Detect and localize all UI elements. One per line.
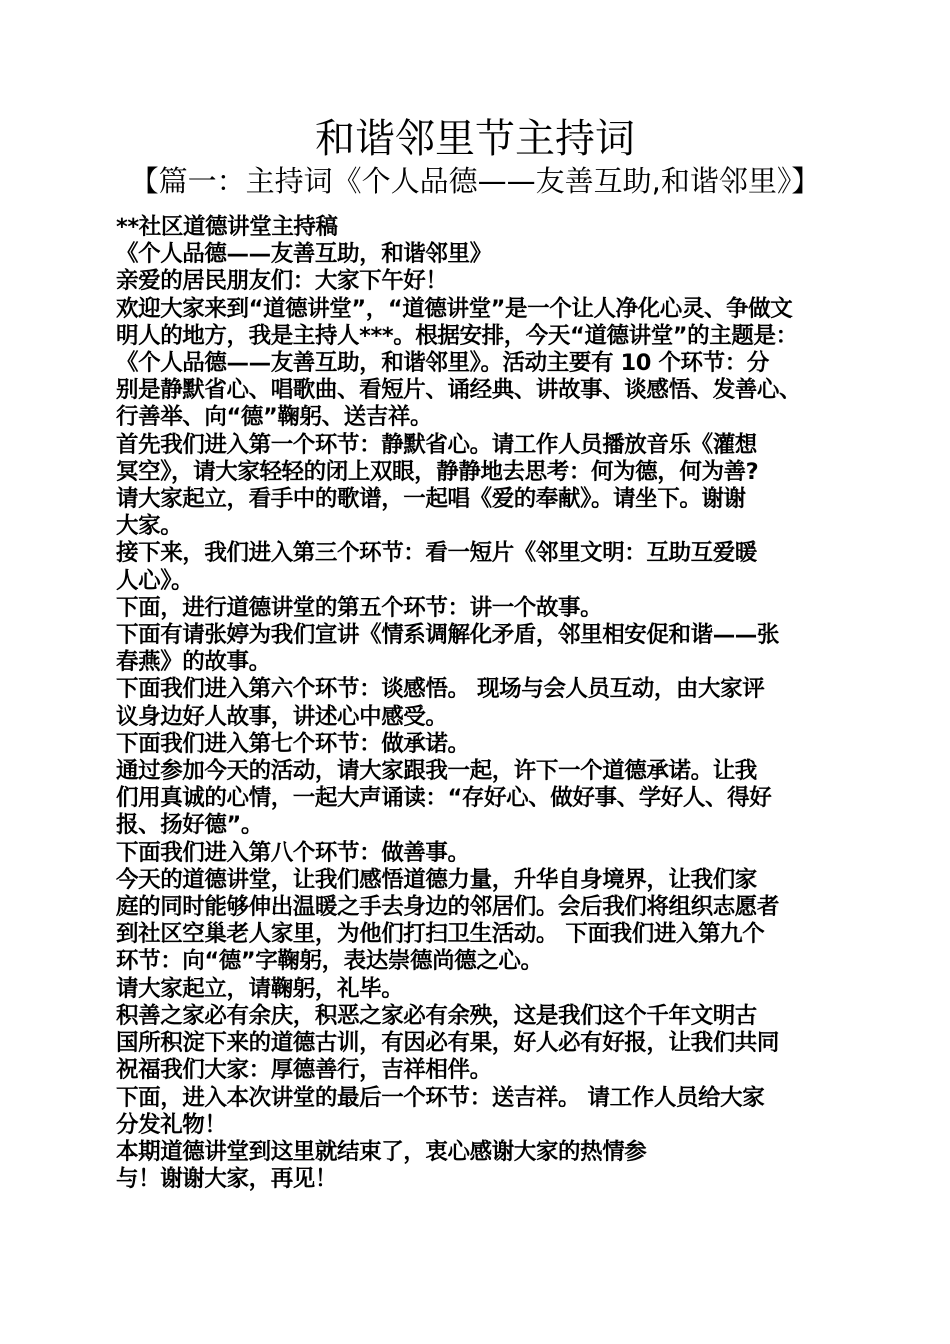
text-line: 国所积淀下来的道德古训，有因必有果，好人必有好报，让我们共同: [116, 1030, 780, 1057]
text-line: 下面我们进入第六个环节：谈感悟。 现场与会人员互动，由大家评: [116, 676, 765, 703]
text-line: 环节：向“德”字鞠躬，表达崇德尚德之心。: [116, 948, 543, 975]
text-line: 祝福我们大家：厚德善行，吉祥相伴。: [116, 1057, 492, 1084]
text-line: 报、扬好德”。: [116, 812, 263, 839]
text-line: 春燕》的故事。: [116, 649, 271, 676]
text-line: 今天的道德讲堂，让我们感悟道德力量，升华自身境界，让我们家: [116, 866, 757, 893]
text-line: 大家。: [116, 513, 183, 540]
text-line: **社区道德讲堂主持稿: [116, 214, 338, 240]
text-line: 请大家起立，请鞠躬，礼毕。: [116, 975, 404, 1002]
text-line: 《个人品德——友善互助，和谐邻里》。活动主要有 10 个环节：分: [116, 350, 769, 377]
text-line: 冥空》，请大家轻轻的闭上双眼，静静地去思考：何为德，何为善?: [116, 458, 759, 485]
text-line: 请大家起立，看手中的歌谱，一起唱《爱的奉献》。请坐下。谢谢: [116, 486, 746, 513]
text-line: 们用真诚的心情，一起大声诵读：“存好心、做好事、学好人、得好: [116, 785, 772, 812]
text-line: 首先我们进入第一个环节：静默省心。请工作人员播放音乐《灌想: [116, 431, 757, 458]
text-line: 到社区空巢老人家里，为他们打扫卫生活动。 下面我们进入第九个: [116, 921, 765, 948]
text-line: 《个人品德——友善互助，和谐邻里》: [116, 241, 492, 268]
text-line: 议身边好人故事，讲述心中感受。: [116, 703, 448, 730]
text-line: 与！谢谢大家，再见！: [116, 1166, 338, 1193]
text-line: 积善之家必有余庆，积恶之家必有余殃，这是我们这个千年文明古: [116, 1002, 757, 1029]
text-line: 下面我们进入第七个环节：做承诺。: [116, 730, 470, 757]
text-line: 下面，进入本次讲堂的最后一个环节：送吉祥。 请工作人员给大家: [116, 1084, 765, 1111]
text-line: 通过参加今天的活动，请大家跟我一起，许下一个道德承诺。让我: [116, 758, 757, 785]
text-line: 欢迎大家来到“道德讲堂”，“道德讲堂”是一个让人净化心灵、争做文: [116, 295, 793, 322]
text-line: 明人的地方，我是主持人***。根据安排，今天“道德讲堂”的主题是：: [116, 322, 798, 349]
text-line: 人心》。: [116, 567, 194, 594]
page-subtitle: 【篇一：主持词《个人品德——友善互助,和谐邻里》】: [129, 164, 821, 198]
text-line: 下面我们进入第八个环节：做善事。: [116, 839, 470, 866]
text-line: 下面，进行道德讲堂的第五个环节：讲一个故事。: [116, 594, 603, 621]
text-line: 亲爱的居民朋友们：大家下午好！: [116, 268, 448, 295]
document-body: [116, 214, 844, 1193]
text-line: 行善举、向“德”鞠躬、送吉祥。: [116, 404, 433, 431]
text-line: 别是静默省心、唱歌曲、看短片、诵经典、讲故事、谈感悟、发善心、: [116, 377, 802, 404]
text-line: 本期道德讲堂到这里就结束了，衷心感谢大家的热情参: [116, 1138, 647, 1165]
text-line: 下面有请张婷为我们宣讲《情系调解化矛盾，邻里相安促和谐——张: [116, 622, 780, 649]
text-line: 分发礼物！: [116, 1111, 227, 1138]
text-line: 庭的同时能够伸出温暖之手去身边的邻居们。会后我们将组织志愿者: [116, 894, 780, 921]
page-title: 和谐邻里节主持词: [315, 116, 635, 162]
text-line: 接下来，我们进入第三个环节：看一短片《邻里文明：互助互爱暖: [116, 540, 757, 567]
